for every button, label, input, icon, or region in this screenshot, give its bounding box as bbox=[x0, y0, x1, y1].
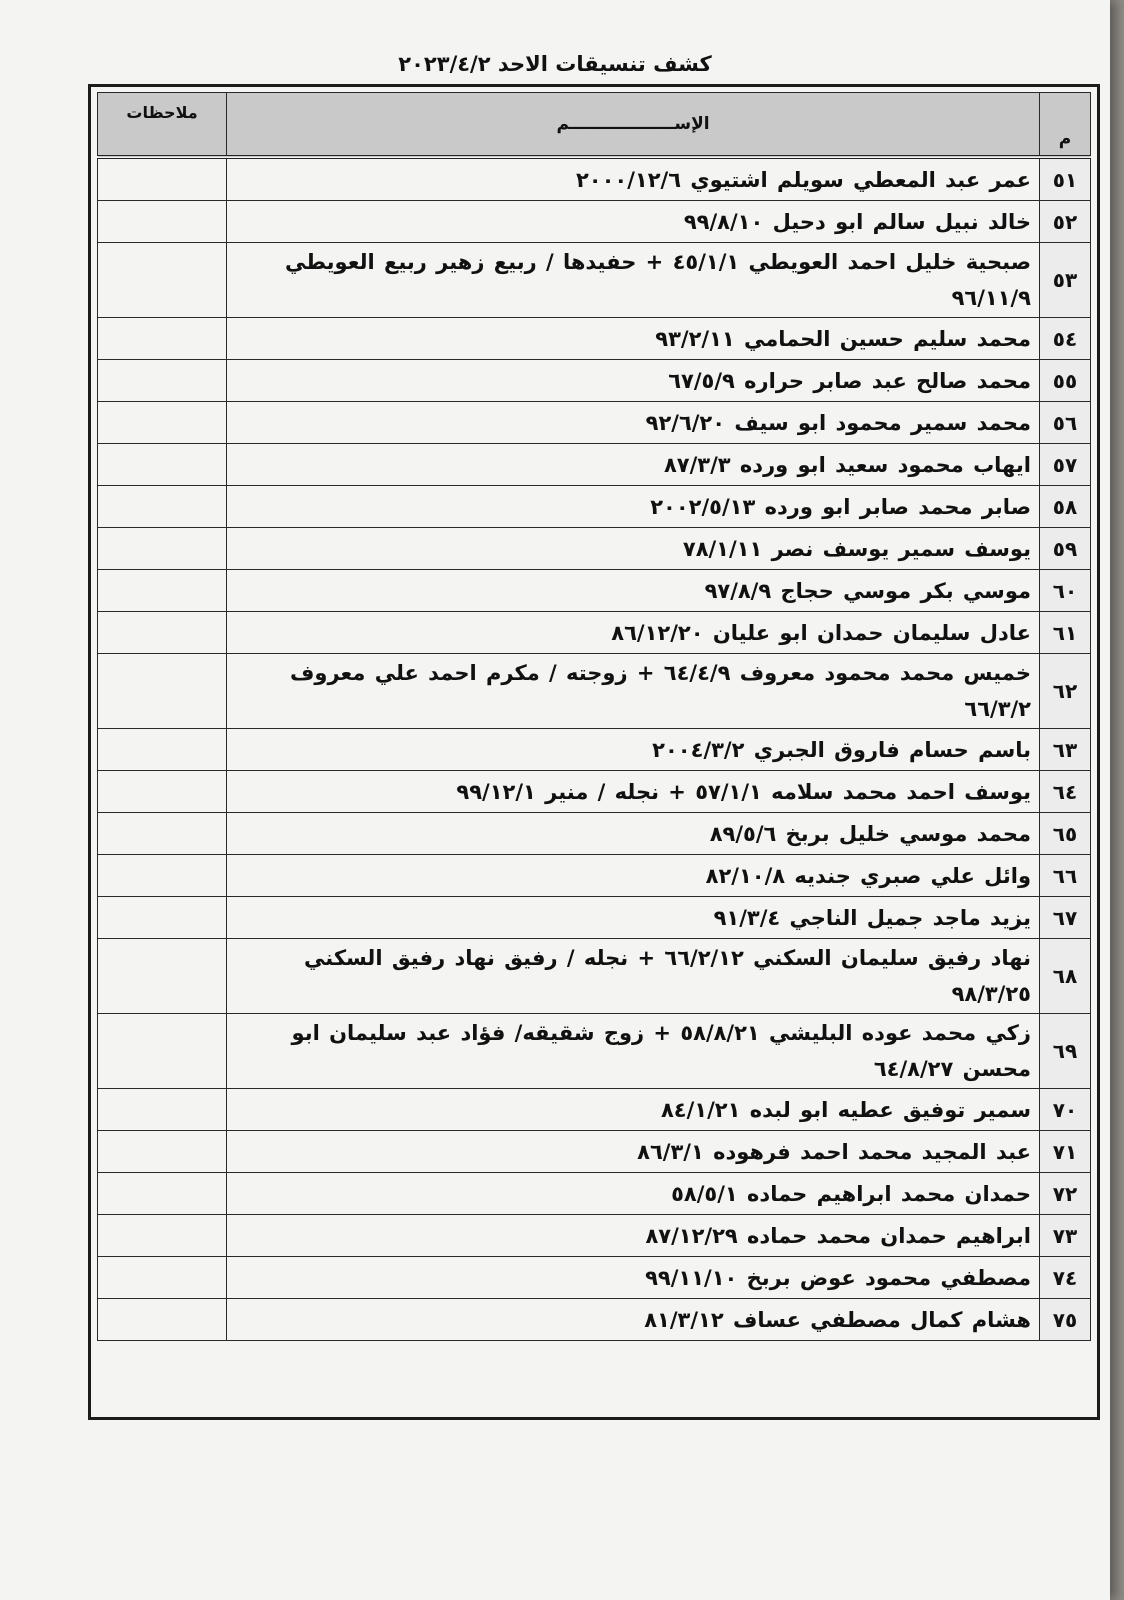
row-remarks bbox=[98, 486, 227, 528]
row-remarks bbox=[98, 157, 227, 201]
row-remarks bbox=[98, 528, 227, 570]
row-remarks bbox=[98, 318, 227, 360]
row-name: خالد نبيل سالم ابو دحيل ٩٩/٨/١٠ bbox=[227, 201, 1040, 243]
row-remarks bbox=[98, 771, 227, 813]
row-name: يزيد ماجد جميل الناجي ٩١/٣/٤ bbox=[227, 897, 1040, 939]
row-number: ٦١ bbox=[1040, 612, 1091, 654]
row-number: ٥٣ bbox=[1040, 243, 1091, 318]
row-name: حمدان محمد ابراهيم حماده ٥٨/٥/١ bbox=[227, 1173, 1040, 1215]
row-number: ٥٧ bbox=[1040, 444, 1091, 486]
row-number: ٥٢ bbox=[1040, 201, 1091, 243]
page-title: كشف تنسيقات الاحد ٢٠٢٣/٤/٢ bbox=[398, 52, 712, 76]
row-number: ٥٥ bbox=[1040, 360, 1091, 402]
row-number: ٥٤ bbox=[1040, 318, 1091, 360]
table-header-row bbox=[98, 93, 1091, 158]
row-number: ٥٩ bbox=[1040, 528, 1091, 570]
table-row bbox=[98, 897, 1091, 939]
table-row bbox=[98, 360, 1091, 402]
table-row bbox=[98, 157, 1091, 201]
table-row bbox=[98, 1014, 1091, 1089]
row-number: ٥٦ bbox=[1040, 402, 1091, 444]
row-name: صبحية خليل احمد العويطي ٤٥/١/١ + حفيدها / ربيع زهير ربيع العويطي ٩٦/١١/٩ bbox=[227, 243, 1040, 318]
row-remarks bbox=[98, 444, 227, 486]
row-number: ٧١ bbox=[1040, 1131, 1091, 1173]
row-remarks bbox=[98, 570, 227, 612]
row-name: هشام كمال مصطفي عساف ٨١/٣/١٢ bbox=[227, 1299, 1040, 1341]
table-frame bbox=[88, 84, 1100, 1420]
header-number: م bbox=[1040, 93, 1091, 158]
row-number: ٦٨ bbox=[1040, 939, 1091, 1014]
row-name: محمد موسي خليل بربخ ٨٩/٥/٦ bbox=[227, 813, 1040, 855]
row-name: محمد صالح عبد صابر حراره ٦٧/٥/٩ bbox=[227, 360, 1040, 402]
row-number: ٧٥ bbox=[1040, 1299, 1091, 1341]
row-number: ٥٨ bbox=[1040, 486, 1091, 528]
row-name: نهاد رفيق سليمان السكني ٦٦/٢/١٢ + نجله / رفيق نهاد رفيق السكني ٩٨/٣/٢٥ bbox=[227, 939, 1040, 1014]
row-remarks bbox=[98, 360, 227, 402]
row-remarks bbox=[98, 1014, 227, 1089]
row-remarks bbox=[98, 939, 227, 1014]
table-row bbox=[98, 939, 1091, 1014]
table-row bbox=[98, 444, 1091, 486]
row-number: ٧٢ bbox=[1040, 1173, 1091, 1215]
row-remarks bbox=[98, 1089, 227, 1131]
row-name: عادل سليمان حمدان ابو عليان ٨٦/١٢/٢٠ bbox=[227, 612, 1040, 654]
table-row bbox=[98, 528, 1091, 570]
row-number: ٦٤ bbox=[1040, 771, 1091, 813]
table-row bbox=[98, 1089, 1091, 1131]
table-row bbox=[98, 1215, 1091, 1257]
header-name: الإســــــــــــــــــم bbox=[227, 93, 1040, 158]
row-name: موسي بكر موسي حجاج ٩٧/٨/٩ bbox=[227, 570, 1040, 612]
row-name: محمد سمير محمود ابو سيف ٩٢/٦/٢٠ bbox=[227, 402, 1040, 444]
row-number: ٦٥ bbox=[1040, 813, 1091, 855]
table-row bbox=[98, 1173, 1091, 1215]
row-number: ٥١ bbox=[1040, 157, 1091, 201]
table-row bbox=[98, 654, 1091, 729]
row-remarks bbox=[98, 729, 227, 771]
row-remarks bbox=[98, 1299, 227, 1341]
table-row bbox=[98, 813, 1091, 855]
row-number: ٧٣ bbox=[1040, 1215, 1091, 1257]
row-name: صابر محمد صابر ابو ورده ٢٠٠٢/٥/١٣ bbox=[227, 486, 1040, 528]
row-remarks bbox=[98, 1215, 227, 1257]
row-number: ٦٧ bbox=[1040, 897, 1091, 939]
row-remarks bbox=[98, 402, 227, 444]
table-row bbox=[98, 243, 1091, 318]
row-name: وائل علي صبري جنديه ٨٢/١٠/٨ bbox=[227, 855, 1040, 897]
row-remarks bbox=[98, 612, 227, 654]
table-row bbox=[98, 201, 1091, 243]
row-name: ابراهيم حمدان محمد حماده ٨٧/١٢/٢٩ bbox=[227, 1215, 1040, 1257]
row-number: ٦٠ bbox=[1040, 570, 1091, 612]
row-remarks bbox=[98, 1257, 227, 1299]
row-number: ٦٢ bbox=[1040, 654, 1091, 729]
names-table bbox=[97, 92, 1091, 1341]
row-name: يوسف احمد محمد سلامه ٥٧/١/١ + نجله / منير ٩٩/١٢/١ bbox=[227, 771, 1040, 813]
row-remarks bbox=[98, 243, 227, 318]
row-remarks bbox=[98, 855, 227, 897]
row-remarks bbox=[98, 897, 227, 939]
table-row bbox=[98, 729, 1091, 771]
row-name: محمد سليم حسين الحمامي ٩٣/٢/١١ bbox=[227, 318, 1040, 360]
row-name: خميس محمد محمود معروف ٦٤/٤/٩ + زوجته / مكرم احمد علي معروف ٦٦/٣/٢ bbox=[227, 654, 1040, 729]
table-row bbox=[98, 1299, 1091, 1341]
row-remarks bbox=[98, 1131, 227, 1173]
row-name: يوسف سمير يوسف نصر ٧٨/١/١١ bbox=[227, 528, 1040, 570]
table-row bbox=[98, 1257, 1091, 1299]
table-row bbox=[98, 570, 1091, 612]
header-remarks: ملاحظات bbox=[98, 93, 227, 158]
row-name: ايهاب محمود سعيد ابو ورده ٨٧/٣/٣ bbox=[227, 444, 1040, 486]
table-body bbox=[98, 157, 1091, 1341]
row-name: عمر عبد المعطي سويلم اشتيوي ٢٠٠٠/١٢/٦ bbox=[227, 157, 1040, 201]
row-number: ٦٩ bbox=[1040, 1014, 1091, 1089]
row-number: ٦٣ bbox=[1040, 729, 1091, 771]
row-name: باسم حسام فاروق الجبري ٢٠٠٤/٣/٢ bbox=[227, 729, 1040, 771]
row-name: مصطفي محمود عوض بربخ ٩٩/١١/١٠ bbox=[227, 1257, 1040, 1299]
row-name: عبد المجيد محمد احمد فرهوده ٨٦/٣/١ bbox=[227, 1131, 1040, 1173]
row-remarks bbox=[98, 654, 227, 729]
table-row bbox=[98, 1131, 1091, 1173]
table-row bbox=[98, 486, 1091, 528]
row-number: ٦٦ bbox=[1040, 855, 1091, 897]
table-row bbox=[98, 855, 1091, 897]
table-row bbox=[98, 402, 1091, 444]
row-remarks bbox=[98, 201, 227, 243]
row-name: سمير توفيق عطيه ابو لبده ٨٤/١/٢١ bbox=[227, 1089, 1040, 1131]
row-remarks bbox=[98, 1173, 227, 1215]
row-number: ٧٠ bbox=[1040, 1089, 1091, 1131]
table-row bbox=[98, 771, 1091, 813]
row-name: زكي محمد عوده البليشي ٥٨/٨/٢١ + زوج شقيقه/ فؤاد عبد سليمان ابو محسن ٦٤/٨/٢٧ bbox=[227, 1014, 1040, 1089]
row-number: ٧٤ bbox=[1040, 1257, 1091, 1299]
table-row bbox=[98, 318, 1091, 360]
row-remarks bbox=[98, 813, 227, 855]
table-row bbox=[98, 612, 1091, 654]
